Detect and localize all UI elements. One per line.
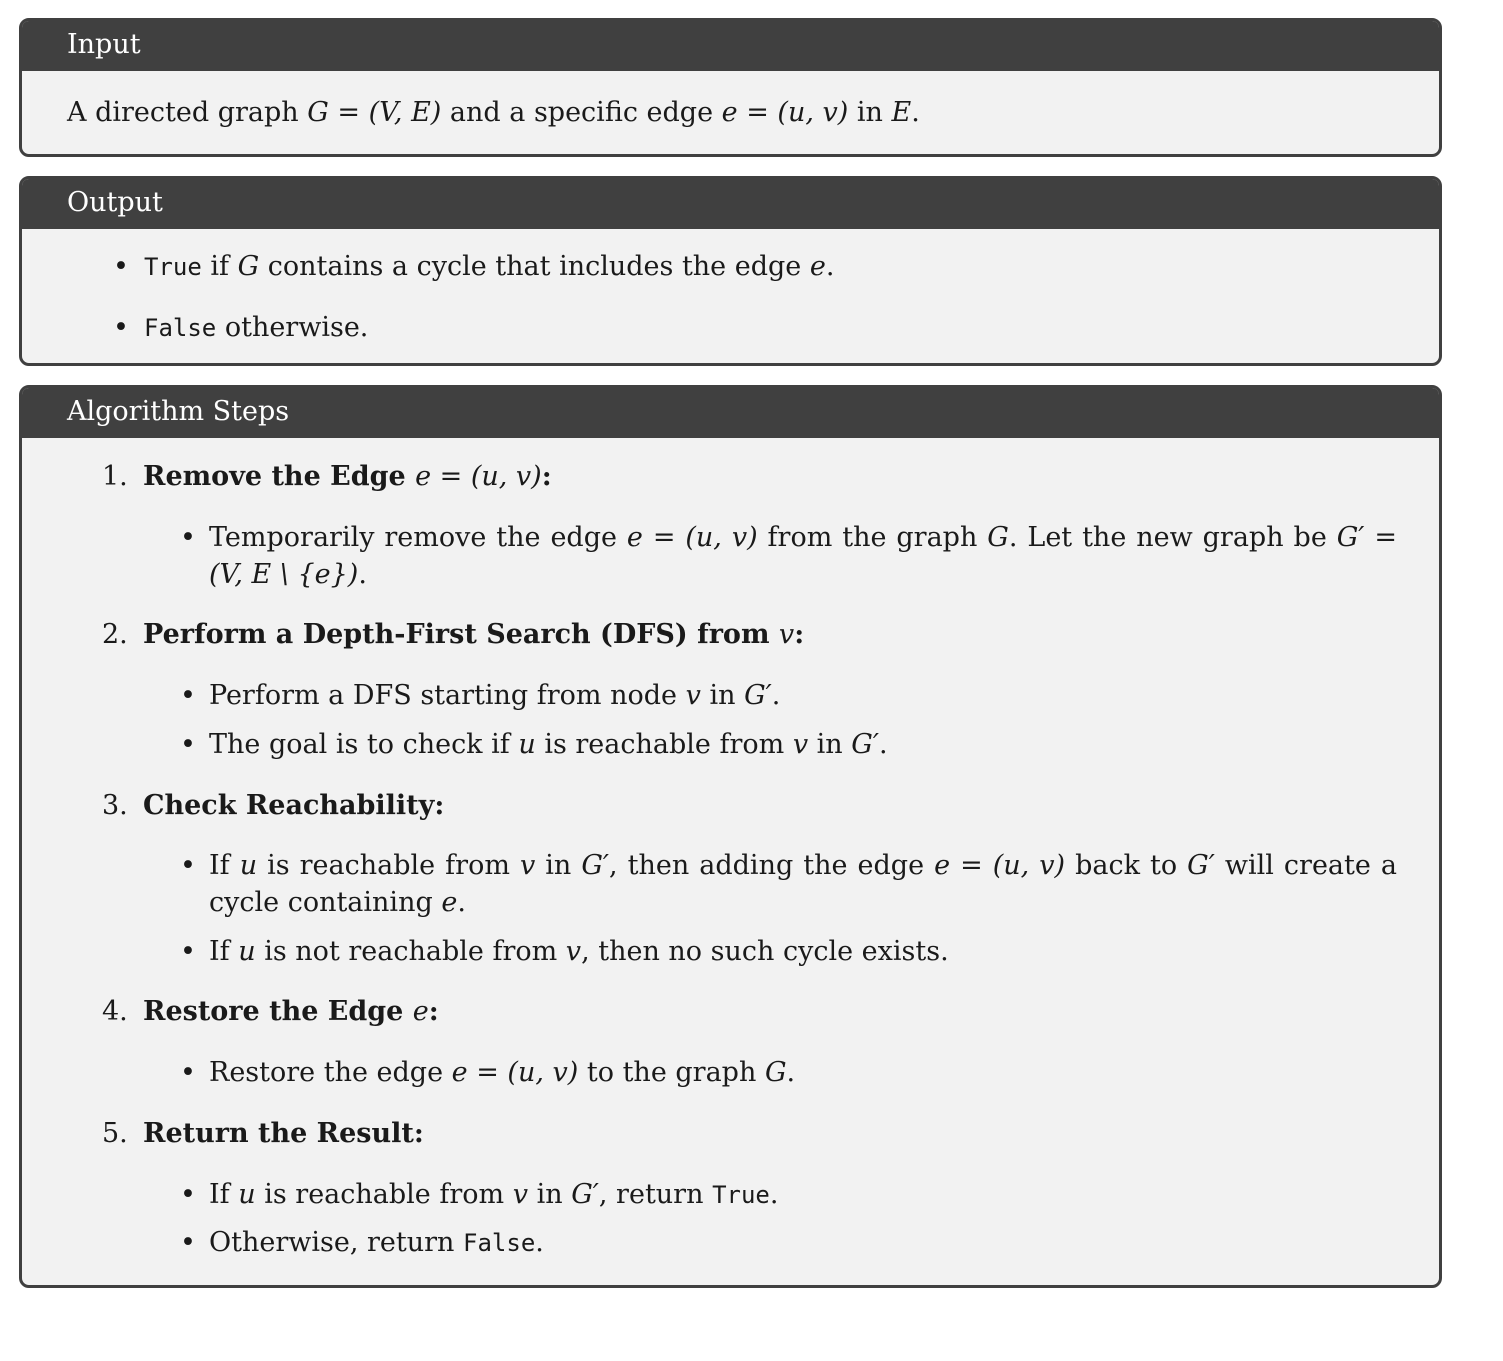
math: G′ (851, 729, 879, 760)
bullet-text: , then no such cycle exists. (581, 936, 949, 967)
step-math: e (412, 996, 429, 1027)
bullet-text: The goal is to check if (209, 729, 519, 760)
bullet-text: . (457, 887, 466, 918)
input-text-d: . (911, 97, 920, 128)
bullet-text: If (209, 1179, 239, 1210)
bullet-text: Perform a DFS starting from node (209, 680, 686, 711)
bullet-text: back to (1065, 850, 1188, 881)
math: e (441, 887, 458, 918)
bullet-text: in (535, 850, 582, 881)
step-5-bullet-2 (180, 1224, 1397, 1261)
output-text: contains a cycle that includes the edge (259, 251, 810, 282)
math: u (518, 729, 536, 760)
step-1-bullet-1 (180, 519, 1397, 593)
output-body (22, 229, 1439, 366)
math-g: G (237, 251, 260, 282)
math: (V, E \ {e}) (209, 559, 359, 590)
bullet-icon: • (113, 251, 129, 282)
bullet-icon: • (113, 312, 129, 343)
bullet-text: in (808, 729, 852, 760)
math: u (239, 850, 258, 881)
code-true: True (144, 253, 202, 281)
math: u (238, 936, 256, 967)
bullet-text: Restore the edge (209, 1057, 452, 1088)
output-title: Output (22, 179, 1439, 229)
bullet-text: is reachable from (257, 850, 520, 881)
math: G (987, 522, 1009, 553)
math: e = (u, v) (934, 850, 1066, 881)
step-2-bullet-2 (180, 726, 1397, 763)
bullet-text: in (700, 680, 745, 711)
step-4-bullet-1 (180, 1054, 1397, 1091)
step-number: 3. (102, 790, 128, 821)
step-5-bullet-1 (180, 1176, 1397, 1213)
steps-box (19, 385, 1442, 1288)
math: v (792, 729, 809, 760)
input-body (22, 71, 1439, 131)
math: G′ = (1336, 522, 1397, 553)
step-number: 2. (102, 619, 128, 650)
input-text-b: and a specific edge (441, 97, 722, 128)
bullet-text: If (209, 850, 240, 881)
step-number: 5. (102, 1118, 128, 1149)
bullet-text: from the graph (757, 522, 988, 553)
bullet-text: Otherwise, return (209, 1227, 464, 1258)
step-math: e = (u, v) (415, 461, 542, 492)
bullet-text: in (527, 1179, 572, 1210)
bullet-icon: • (180, 936, 196, 967)
bullet-text: Temporarily remove the edge (209, 522, 627, 553)
bullet-icon: • (180, 680, 196, 711)
step-number: 4. (102, 996, 128, 1027)
math: G′ (744, 680, 772, 711)
bullet-text: . (878, 729, 888, 760)
step-3-bullet-2 (180, 933, 1397, 970)
bullet-text: . (786, 1057, 796, 1088)
bullet-text: . (535, 1227, 544, 1258)
bullet-text: will create a cycle containing (209, 850, 1397, 918)
bullet-text: . (358, 559, 367, 590)
step-label: Return the Result: (143, 1118, 424, 1149)
math: G′ (571, 1179, 599, 1210)
bullet-icon: • (180, 522, 196, 553)
math: G′ (581, 850, 610, 881)
step-colon: : (794, 619, 805, 650)
math: v (685, 680, 701, 711)
step-colon: : (428, 996, 439, 1027)
bullet-icon: • (180, 850, 196, 881)
math: v (512, 1179, 528, 1210)
input-math-edge: e = (u, v) (721, 97, 849, 128)
input-title: Input (22, 21, 1439, 71)
steps-title: Algorithm Steps (22, 388, 1439, 438)
code-false: False (144, 314, 217, 342)
step-3-bullet-1 (180, 847, 1397, 921)
math: e = (u, v) (451, 1057, 579, 1088)
bullet-icon: • (180, 729, 196, 760)
math: u (238, 1179, 256, 1210)
output-box (19, 176, 1442, 366)
bullet-text: . (769, 1179, 779, 1210)
bullet-text: , return (598, 1179, 713, 1210)
input-math-set: E (891, 97, 912, 128)
bullet-icon: • (180, 1179, 196, 1210)
step-label: Restore the Edge (143, 996, 413, 1027)
bullet-text: . (771, 680, 781, 711)
step-colon: : (541, 461, 552, 492)
steps-body (22, 438, 1439, 1288)
math-e: e (809, 251, 826, 282)
step-label: Check Reachability: (143, 790, 445, 821)
bullet-icon: • (180, 1227, 196, 1258)
bullet-text: If (209, 936, 239, 967)
step-2-bullet-1 (180, 677, 1397, 714)
code-false: False (463, 1229, 536, 1257)
code-true: True (712, 1181, 770, 1209)
step-number: 1. (102, 461, 128, 492)
input-text-a: A directed graph (67, 97, 308, 128)
bullet-text: . Let the new graph be (1008, 522, 1337, 553)
output-text: . (825, 251, 835, 282)
math: e = (u, v) (626, 522, 758, 553)
step-math: v (778, 619, 795, 650)
input-text-c: in (848, 97, 892, 128)
step-label: Remove the Edge (143, 461, 416, 492)
bullet-text: to the graph (578, 1057, 765, 1088)
math: v (519, 850, 536, 881)
bullet-text: is reachable from (255, 1179, 513, 1210)
bullet-text: is not reachable from (255, 936, 566, 967)
step-label: Perform a Depth-First Search (DFS) from (143, 619, 779, 650)
math: G (764, 1057, 787, 1088)
bullet-text: is reachable from (535, 729, 793, 760)
bullet-icon: • (180, 1057, 196, 1088)
input-box (19, 18, 1442, 157)
input-math-graph: G = (V, E) (307, 97, 442, 128)
math: G′ (1187, 850, 1215, 881)
output-text: otherwise. (216, 312, 369, 343)
math: v (565, 936, 582, 967)
bullet-text: , then adding the edge (609, 850, 935, 881)
output-text: if (201, 251, 238, 282)
